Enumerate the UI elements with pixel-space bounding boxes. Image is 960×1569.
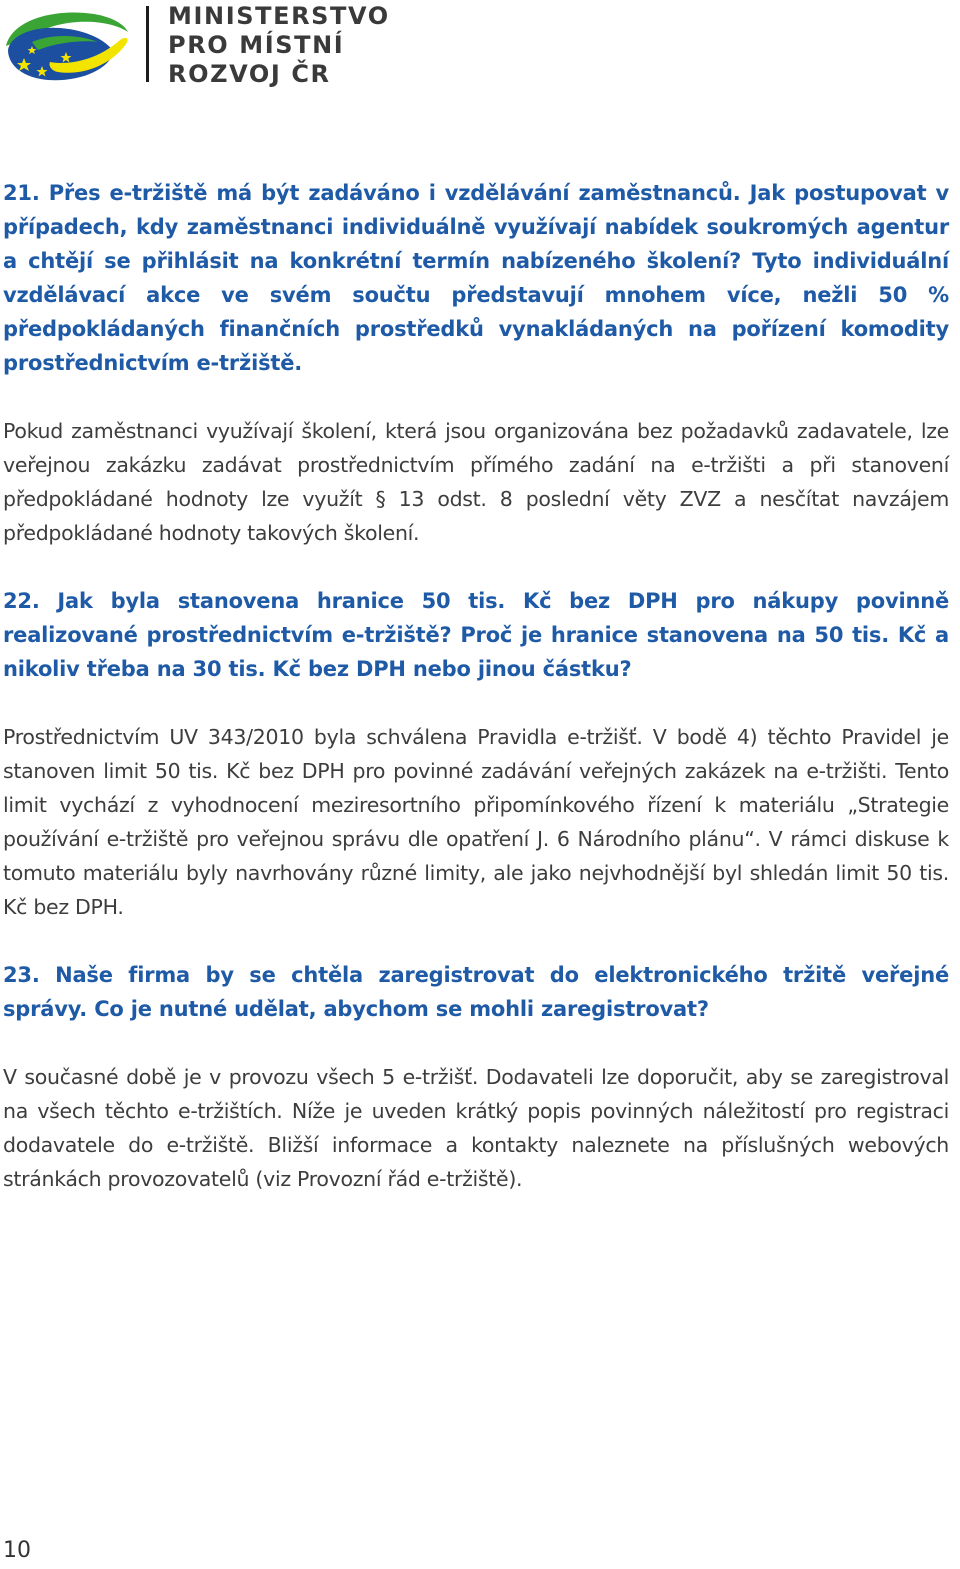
ministry-name bbox=[168, 2, 390, 89]
faq-question: 22. Jak byla stanovena hranice 50 tis. Kč bez DPH pro nákupy povinně realizované prostřednictvím e-tržiště? Proč je hranice stanovena na 50 tis. Kč a nikoliv třeba na 30 tis. Kč bez DPH nebo jinou částku? bbox=[3, 589, 949, 681]
ministry-name-line: ROZVOJ ČR bbox=[168, 60, 331, 88]
faq-answer: Prostřednictvím UV 343/2010 byla schválena Pravidla e-tržišť. V bodě 4) těchto Pravidel je stanoven limit 50 tis. Kč bez DPH pro povinné zadávání veřejných zakázek na e-tržišti. Tento limit vychází z vyhodnocení meziresortního připomínkového řízení k materiálu „Strategie používání e-tržiště pro veřejnou správu dle opatření J. 6 Národního plánu“. V rámci diskuse k tomuto materiálu byly navrhovány různé limity, ale jako nejvhodnější byl shledán limit 50 tis. Kč bez DPH. bbox=[3, 725, 949, 919]
faq-item bbox=[3, 958, 949, 1196]
ministry-name-line: PRO MÍSTNÍ bbox=[168, 31, 345, 59]
page-header bbox=[0, 0, 960, 100]
faq-item bbox=[3, 176, 949, 550]
faq-item bbox=[3, 584, 949, 924]
logo-divider bbox=[146, 6, 149, 82]
ministry-name-line: MINISTERSTVO bbox=[168, 2, 390, 30]
faq-answer: Pokud zaměstnanci využívají školení, která jsou organizována bez požadavků zadavatele, lze veřejnou zakázku zadávat prostřednictvím přímého zadání na e-tržišti a při stanovení předpokládané hodnoty lze využít § 13 odst. 8 poslední věty ZVZ a nesčítat navzájem předpokládané hodnoty takových školení. bbox=[3, 419, 949, 545]
faq-answer: V současné době je v provozu všech 5 e-tržišť. Dodavateli lze doporučit, aby se zaregistroval na všech těchto e-tržištích. Níže je uveden krátký popis povinných náležitostí pro registraci dodavatele do e-tržiště. Bližší informace a kontakty naleznete na příslušných webových stránkách provozovatelů (viz Provozní řád e-tržiště). bbox=[3, 1065, 949, 1191]
faq-question: 21. Přes e-tržiště má být zadáváno i vzdělávání zaměstnanců. Jak postupovat v případech, kdy zaměstnanci individuálně využívají nabídek soukromých agentur a chtějí se přihlásit na konkrétní termín nabízeného školení? Tyto individuální vzdělávací akce ve svém součtu představují mnohem více, nežli 50 % předpokládaných finančních prostředků vynakládaných na pořízení komodity prostřednictvím e-tržiště. bbox=[3, 181, 949, 375]
faq-question: 23. Naše firma by se chtěla zaregistrovat do elektronického tržitě veřejné správy. Co je nutné udělat, abychom se mohli zaregistrovat? bbox=[3, 963, 949, 1021]
ministry-logo-icon bbox=[2, 6, 130, 82]
page-number: 10 bbox=[3, 1538, 31, 1563]
faq-content bbox=[3, 176, 949, 1230]
